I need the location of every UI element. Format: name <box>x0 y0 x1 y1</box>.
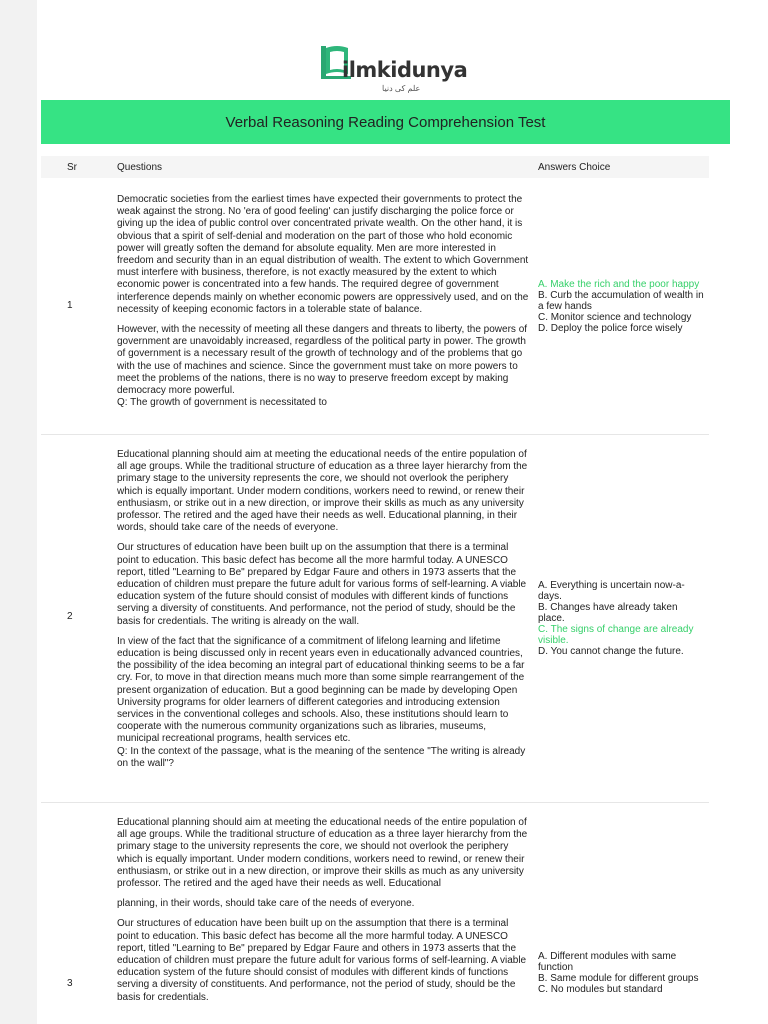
brand-name: ilmkidunya <box>342 58 468 82</box>
table-row <box>41 802 709 1022</box>
table-header <box>41 156 709 178</box>
answer-option[interactable]: C. Monitor science and technology <box>538 312 692 323</box>
row-number: 3 <box>67 978 73 989</box>
answer-choices <box>538 279 708 334</box>
answer-option[interactable]: B. Curb the accumulation of wealth in a few hands <box>538 290 704 312</box>
answer-option[interactable]: A. Different modules with same function <box>538 951 677 973</box>
header-sr: Sr <box>67 162 77 173</box>
header-answers: Answers Choice <box>538 162 611 173</box>
passage-paragraph: In view of the fact that the significance of a commitment of lifelong learning and lifetime education is being discussed only in recent years even in educationally advanced countries, the possibility of the idea becoming an integral part of educational thinking seems to be a far cry. For, to move in that direction means much more than some simple rearrangement of the present organization of education. But a good beginning can be made by developing Open University programs for older learners of different categories and introducing extension services in the conventional colleges and schools. Also, these institutions should learn to cooperate with the numerous community organizations such as libraries, museums, municipal recreational programs, health services etc. Q: In the context of the passage, what is the meaning of the sentence "The writing is already on the wall"? <box>117 635 526 769</box>
answer-choices <box>538 951 703 995</box>
answer-choices <box>538 580 703 657</box>
passage-paragraph: Educational planning should aim at meeting the educational needs of the entire population of all age groups. While the traditional structure of education as a three layer hierarchy from the primary stage to the university represents the core, we should not overlook the periphery which is equally important. Under modern conditions, workers need to rewind, or renew their enthusiasm, or strike out in a new direction, or improve their skills as much as any university professor. The retired and the aged have their needs as well. Educational <box>117 817 528 890</box>
answer-option-correct[interactable]: A. Make the rich and the poor happy <box>538 279 700 290</box>
passage-paragraph: Our structures of education have been built up on the assumption that there is a terminal point to education. This basic defect has become all the more harmful today. A UNESCO report, titled "Learning to Be" prepared by Edgar Faure and others in 1973 asserts that the education of children must prepare the future adult for various forms of self-learning. A viable education system of the future should consist of modules with different kinds of functions serving a diversity of constituents. And performance, not the period of study, should be the basis for credentials. The writing is already on the wall. <box>117 542 527 627</box>
answer-option-correct[interactable]: C. The signs of change are already visible. <box>538 624 694 646</box>
answer-option[interactable]: D. Deploy the police force wisely <box>538 323 683 334</box>
row-number: 2 <box>67 611 73 622</box>
answer-option[interactable]: B. Changes have already taken place. <box>538 602 678 624</box>
answer-option[interactable]: C. No modules but standard <box>538 984 663 995</box>
header-questions: Questions <box>117 162 163 173</box>
passage-paragraph: However, with the necessity of meeting all these dangers and threats to liberty, the powers of government are unavoidably increased, regardless of the political party in power. The growth of government is a necessary result of the growth of technology and of the problems that go with the use of machines and science. Since the government must take on more powers to meet the problems of the nations, there is no way to preserve freedom except by making democracy more powerful. Q: The growth of government is necessitated to <box>117 324 528 409</box>
question-text <box>117 194 529 417</box>
question-text <box>117 449 529 778</box>
brand-logo[interactable] <box>320 44 468 96</box>
document-page <box>37 34 730 1003</box>
page-margin <box>0 0 37 1024</box>
answer-option[interactable]: D. You cannot change the future. <box>538 646 684 657</box>
title-banner <box>41 100 730 144</box>
table-row <box>41 434 709 803</box>
brand-urdu: علم کی دنیا <box>382 84 421 93</box>
answer-option[interactable]: B. Same module for different groups <box>538 973 699 984</box>
passage-paragraph: Our structures of education have been built up on the assumption that there is a terminal point to education. This basic defect has become all the more harmful today. A UNESCO report, titled "Learning to Be" prepared by Edgar Faure and others in 1973 asserts that the education of children must prepare the future adult for various forms of self-learning. A viable education system of the future should consist of modules with different kinds of functions serving a diversity of constituents. And performance, not the period of study, should be the basis for credentials. <box>117 918 527 1003</box>
passage-paragraph: planning, in their words, should take care of the needs of everyone. <box>117 898 415 910</box>
answer-option[interactable]: A. Everything is uncertain now-a-days. <box>538 580 685 602</box>
passage-paragraph: Educational planning should aim at meeting the educational needs of the entire population of all age groups. While the traditional structure of education as a three layer hierarchy from the primary stage to the university represents the core, we should not overlook the periphery which is equally important. Under modern conditions, workers need to rewind, or renew their enthusiasm, or strike out in a new direction, or improve their skills as much as any university professor. The retired and the aged have their needs as well. Educational planning, in their words, should take care of the needs of everyone. <box>117 449 528 534</box>
question-text <box>117 817 529 1012</box>
row-number: 1 <box>67 300 73 311</box>
passage-paragraph: Democratic societies from the earliest times have expected their governments to protect the weak against the strong. No 'era of good feeling' can justify discharging the police force or giving up the idea of public control over concentrated private wealth. On the other hand, it is obvious that a spirit of self-denial and moderation on the part of those who hold economic power will greatly soften the demand for absolute equality. Men are more interested in freedom and security than in an equal distribution of wealth. The extent to which Government must interfere with business, therefore, is not exactly measured by the extent to which economic power is concentrated into a few hands. The required degree of government interference depends mainly on whether economic powers are oppressively used, and on the necessity of keeping economic factors in a tolerable state of balance. <box>117 194 529 315</box>
table-row <box>41 180 709 435</box>
page-title: Verbal Reasoning Reading Comprehension Test <box>225 113 546 131</box>
